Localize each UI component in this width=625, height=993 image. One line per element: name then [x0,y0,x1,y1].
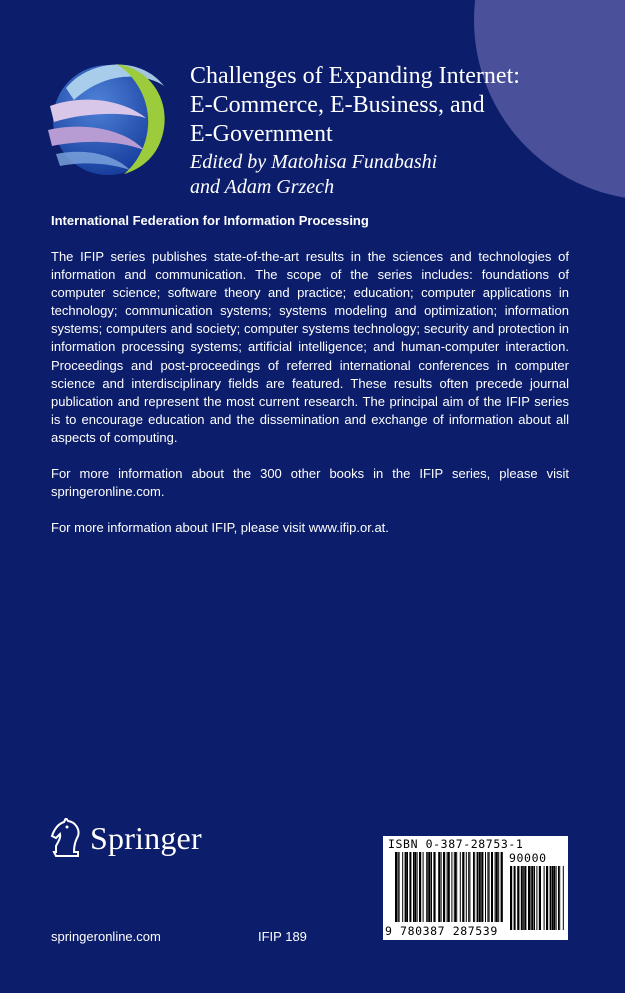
editors-line-2: and Adam Grzech [190,176,335,198]
organization-heading: International Federation for Information Processing [51,213,369,228]
book-title [190,62,590,149]
description [51,248,569,555]
title-line-3: E-Government [190,121,333,147]
publisher-website: springeronline.com [51,929,161,944]
title-line-1: Challenges of Expanding Internet: [190,63,520,89]
description-paragraph-books: For more information about the 300 other books in the IFIP series, please visit springeronline.com. [51,466,569,500]
title-line-2: E-Commerce, E-Business, and [190,92,485,118]
isbn-barcode [383,836,568,940]
ifip-globe-logo [46,48,176,188]
springer-knight-icon [48,818,84,858]
springer-logo [48,818,202,858]
series-number: IFIP 189 [258,929,307,944]
editors-line-1: Edited by Matohisa Funabashi [190,151,438,173]
ean-code: 9 780387 287539 [385,924,498,938]
addon-code: 90000 [509,851,547,865]
editors [190,150,590,200]
isbn-label: ISBN 0-387-28753-1 [388,837,524,851]
description-paragraph-series: The IFIP series publishes state-of-the-art results in the sciences and technologies of information and communication. The scope of the series includes: foundations of computer science; software theory and practice; education; computer applications in technology; communication systems; systems modeling and optimization; information systems; computers and society; computer systems technology; security and protection in information processing systems; artificial intelligence; and human-computer interaction. Proceedings and post-proceedings of referred international conferences in computer science and interdisciplinary fields are featured. These results often precede journal publication and represent the most current research. The principal aim of the IFIP series is to encourage education and the dissemination and exchange of information about all aspects of computing. [51,249,569,445]
springer-wordmark: Springer [90,819,202,856]
description-paragraph-ifip: For more information about IFIP, please visit www.ifip.or.at. [51,520,389,536]
title-block [190,62,590,200]
